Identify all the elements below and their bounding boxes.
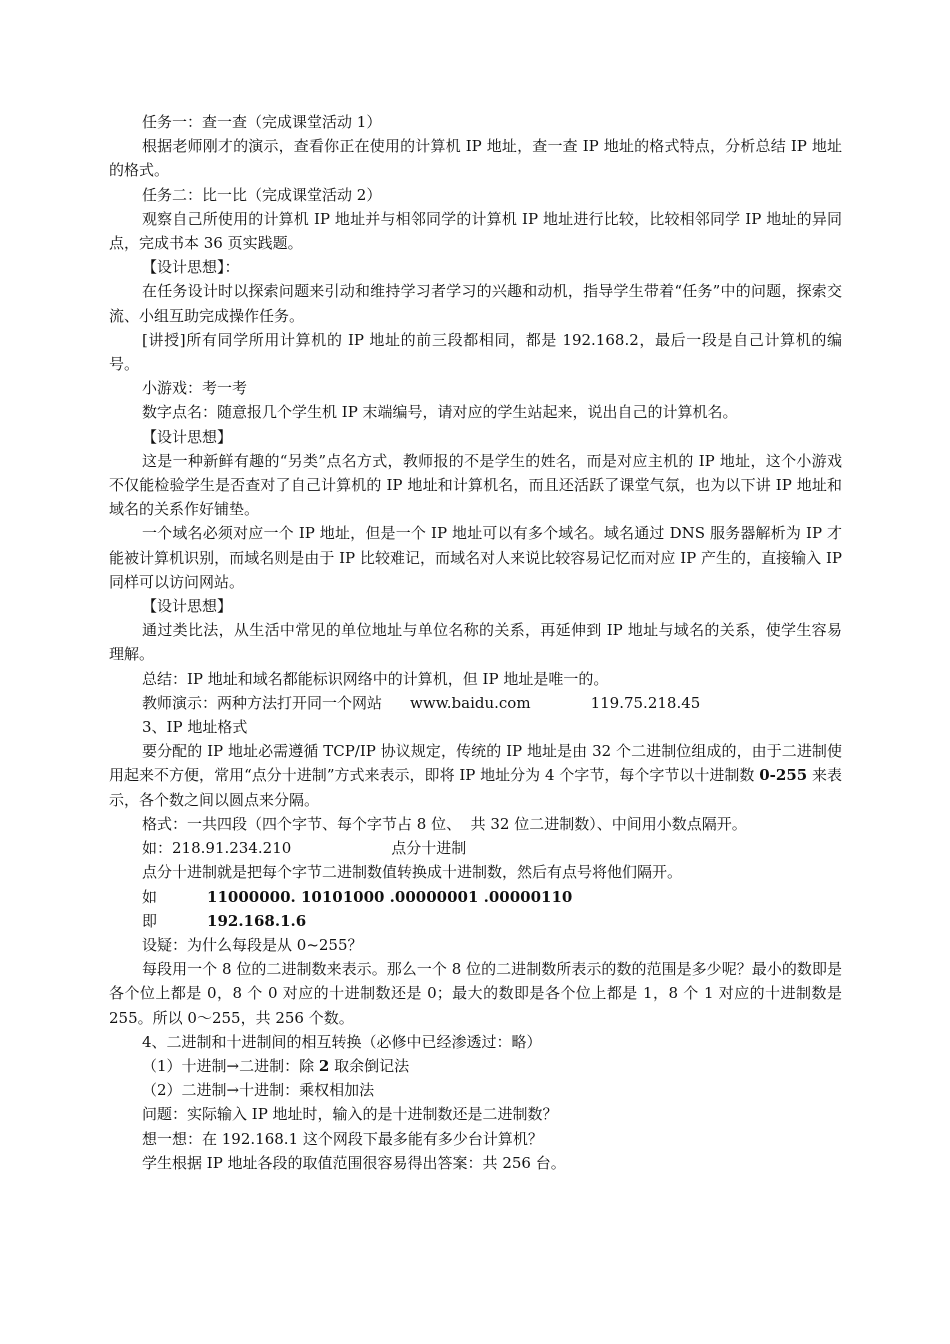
task2-heading: 任务二：比一比（完成课堂活动 2） bbox=[142, 185, 382, 204]
example-ip: 如：218.91.234.210 bbox=[142, 839, 292, 858]
design-thought-body: 在任务设计时以探索问题来引动和维持学习者学习的兴趣和动机，指导学生带着“任务”中的问题，探索交流、小组互助完成操作任务。 bbox=[109, 282, 842, 325]
item1-prefix: （1）十进制→二进制：除 bbox=[142, 1056, 319, 1075]
design-thought-body-2: 这是一种新鲜有趣的“另类”点名方式，教师报的不是学生的姓名，而是对应主机的 IP 地址，这个小游戏不仅能检验学生是否查对了自己计算机的 IP 地址和计算机名，而且还活跃了课堂气氛，也为以下讲 IP 地址和域名的关系作好铺垫。 bbox=[109, 451, 842, 519]
demo-ip: 119.75.218.45 bbox=[590, 693, 701, 712]
design-thought-heading-2: 【设计思想】 bbox=[142, 427, 233, 446]
roll-call-paragraph: 数字点名：随意报几个学生机 IP 末端编号，请对应的学生站起来，说出自己的计算机名。 bbox=[142, 403, 738, 422]
question-line: 设疑：为什么每段是从 0~255？ bbox=[142, 935, 363, 954]
analogy-paragraph: 通过类比法，从生活中常见的单位地址与单位名称的关系，再延伸到 IP 地址与域名的关系，使学生容易理解。 bbox=[109, 621, 842, 664]
document-page bbox=[109, 110, 847, 1175]
lecture-paragraph: [讲授]所有同学所用计算机的 IP 地址的前三段都相同，都是 192.168.2，最后一段是自己计算机的编号。 bbox=[109, 330, 842, 374]
section3-text-a: 要分配的 IP 地址必需遵循 TCP/IP 协议规定，传统的 IP 地址是由 32 个二进制位组成的，由于二进制使用起来不方便，常用“点分十进制”方式来表示，即将 IP 地址分为 4 个字节，每个字节以十进制数 bbox=[109, 742, 842, 785]
example-line bbox=[109, 836, 842, 860]
problem-line: 问题：实际输入 IP 地址时，输入的是十进制数还是二进制数？ bbox=[142, 1105, 558, 1124]
binary-example-line bbox=[109, 885, 842, 909]
section3-body bbox=[109, 739, 842, 812]
item1-bold: 2 bbox=[318, 1056, 330, 1075]
example-note: 点分十进制 bbox=[391, 839, 467, 858]
answer-paragraph: 每段用一个 8 位的二进制数来表示。那么一个 8 位的二进制数所表示的数的范围是多少呢？最小的数即是各个位上都是 0，8 个 0 对应的十进制数还是 0；最大的数即是各个位上都是 1，8 个 1 对应的十进制数是 255。所以 0～255，共 256 个数。 bbox=[109, 960, 847, 1027]
range-bold: 0-255 bbox=[759, 766, 808, 785]
think-line: 想一想：在 192.168.1 这个网段下最多能有多少台计算机？ bbox=[142, 1129, 543, 1148]
decimal-label: 即 bbox=[142, 911, 158, 930]
task2-body: 观察自己所使用的计算机 IP 地址并与相邻同学的计算机 IP 地址进行比较，比较相邻同学 IP 地址的异同点，完成书本 36 页实践题。 bbox=[109, 209, 842, 253]
task1-heading: 任务一：查一查（完成课堂活动 1） bbox=[142, 113, 382, 131]
conversion-item-1 bbox=[109, 1054, 842, 1078]
decimal-example-line bbox=[109, 909, 842, 933]
item1-suffix: 取余倒记法 bbox=[329, 1056, 410, 1075]
binary-label: 如 bbox=[142, 887, 158, 906]
summary-paragraph: 总结：IP 地址和域名都能标识网络中的计算机，但 IP 地址是唯一的。 bbox=[142, 669, 609, 688]
domain-paragraph: 一个域名必须对应一个 IP 地址，但是一个 IP 地址可以有多个域名。域名通过 DNS 服务器解析为 IP 才能被计算机识别，而域名则是由于 IP 比较难记，而域名对人来说比较容易记忆而对应 IP 产生的，直接输入 IP 同样可以访问网站。 bbox=[109, 524, 847, 591]
teacher-demo-line bbox=[109, 691, 842, 715]
format-line: 格式：一共四段（四个字节、每个字节占 8 位、 共 32 位二进制数）、中间用小数点隔开。 bbox=[142, 814, 747, 833]
answer-line: 学生根据 IP 地址各段的取值范围很容易得出答案：共 256 台。 bbox=[142, 1153, 566, 1172]
design-thought-heading: 【设计思想】： bbox=[142, 258, 240, 277]
demo-url: www.baidu.com bbox=[410, 693, 531, 712]
section4-heading: 4、二进制和十进制间的相互转换（必修中已经渗透过：略） bbox=[142, 1032, 542, 1051]
demo-label: 教师演示：两种方法打开同一个网站 bbox=[142, 693, 383, 712]
binary-value: 11000000. 10101000 .00000001 .00000110 bbox=[207, 887, 573, 906]
dotted-decimal-explain: 点分十进制就是把每个字节二进制数值转换成十进制数，然后有点号将他们隔开。 bbox=[142, 863, 683, 882]
design-thought-heading-3: 【设计思想】 bbox=[142, 597, 233, 616]
conversion-item-2: （2）二进制→十进制：乘权相加法 bbox=[142, 1081, 375, 1100]
task1-body: 根据老师刚才的演示，查看你正在使用的计算机 IP 地址，查一查 IP 地址的格式特点，分析总结 IP 地址的格式。 bbox=[109, 137, 842, 180]
decimal-value: 192.168.1.6 bbox=[207, 911, 307, 930]
section3-heading: 3、IP 地址格式 bbox=[142, 718, 248, 737]
section3-text-b: 来表示，各个数之间以圆点来分隔。 bbox=[109, 766, 842, 809]
mini-game-heading: 小游戏：考一考 bbox=[142, 379, 248, 398]
